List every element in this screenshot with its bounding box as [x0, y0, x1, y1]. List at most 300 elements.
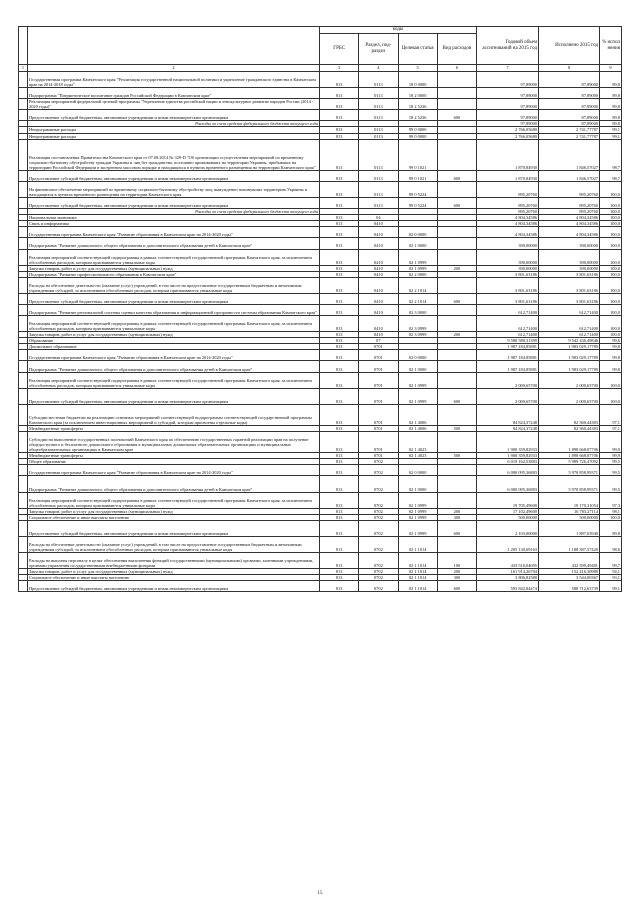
row-plan-amount: 9 580 580,31399 — [477, 338, 539, 344]
header-blank-2 — [28, 27, 320, 65]
table-row — [19, 536, 622, 552]
row-executed-amount: 87,89000 — [539, 88, 600, 99]
row-expense-type — [437, 238, 476, 249]
table-row — [19, 277, 622, 293]
row-razdel: 0113 — [359, 110, 398, 121]
row-executed-amount: 432 599,49481 — [539, 553, 600, 569]
row-razdel: 0113 — [359, 198, 398, 209]
row-percent: 89,8 — [600, 99, 622, 110]
row-executed-amount: 2 741,77787 — [539, 127, 600, 133]
row-grbs: 813 — [320, 575, 359, 581]
row-executed-amount: 1 898 668,07706 — [539, 432, 600, 453]
table-row — [19, 432, 622, 453]
row-percent: 99,1 — [600, 127, 622, 133]
row-razdel: 0702 — [359, 476, 398, 492]
table-row — [19, 350, 622, 361]
row-blank-cell — [19, 249, 28, 265]
row-percent: 97,1 — [600, 426, 622, 432]
row-grbs: 813 — [320, 181, 359, 197]
row-expense-type: 600 — [437, 581, 476, 592]
row-grbs: 813 — [320, 581, 359, 592]
row-executed-amount: 1 846,57027 — [539, 170, 600, 181]
row-plan-amount: 161 914,26704 — [477, 569, 539, 575]
row-plan-amount: 97,89000 — [477, 110, 539, 121]
row-executed-amount: 87,89000 — [539, 121, 600, 127]
table-row — [19, 553, 622, 569]
column-number: 6 — [437, 65, 476, 72]
row-blank-cell — [19, 372, 28, 388]
row-executed-amount: 2 000,65700 — [539, 388, 600, 404]
row-plan-amount: 1 987 184,85881 — [477, 344, 539, 350]
row-grbs: 813 — [320, 553, 359, 569]
row-blank-cell — [19, 198, 28, 209]
header-pct: % испол нения — [600, 27, 622, 65]
row-executed-amount: 3 801,63186 — [539, 271, 600, 277]
row-grbs: 813 — [320, 372, 359, 388]
row-blank-cell — [19, 99, 28, 110]
row-blank-cell — [19, 432, 28, 453]
row-target-code: 18 0 0000 — [398, 72, 437, 88]
row-expense-type — [437, 350, 476, 361]
row-expense-type: 100 — [437, 553, 476, 569]
row-percent: 100,0 — [600, 265, 622, 271]
row-expense-type — [437, 99, 476, 110]
row-grbs: 813 — [320, 388, 359, 404]
row-razdel: 0702 — [359, 553, 398, 569]
row-expense-type — [437, 316, 476, 332]
row-description: Непрограммные расходы — [28, 127, 320, 133]
row-expense-type — [437, 139, 476, 170]
row-blank-cell — [19, 361, 28, 372]
row-razdel: 0113 — [359, 139, 398, 170]
row-percent: 98,7 — [600, 139, 622, 170]
row-plan-amount: 4 804,34586 — [477, 227, 539, 238]
row-description: Подпрограмма "Развитие региональной системы оценки качества образования и информационной прозрачности системы образования Камчатского края" — [28, 304, 320, 315]
row-expense-type: 600 — [437, 198, 476, 209]
row-percent: 89,8 — [600, 72, 622, 88]
row-target-code: 02 1 0999 — [398, 514, 437, 520]
row-percent: 100,0 — [600, 332, 622, 338]
table-row — [19, 227, 622, 238]
row-target-code: 02 3 0999 — [398, 316, 437, 332]
row-plan-amount: 4 804,34586 — [477, 221, 539, 227]
row-razdel: 0702 — [359, 520, 398, 536]
row-description: На финансовое обеспечение мероприятий по временному социально-бытовому обустройству лиц, вынужденно покинувших территорию Украины и находящихся в пунктах временного размещения на территории Камчатского края — [28, 181, 320, 197]
row-description: Предоставление субсидий бюджетным, автономным учреждениям и иным некоммерческим организациям — [28, 198, 320, 209]
row-percent: 100,0 — [600, 215, 622, 221]
row-description: Закупка товаров, работ и услуг для государственных (муниципальных) нужд — [28, 569, 320, 575]
table-row — [19, 181, 622, 197]
row-grbs: 813 — [320, 265, 359, 271]
row-executed-amount: 3 801,63186 — [539, 277, 600, 293]
row-description: Подпрограмма "Развитие дошкольного, общего образования и дополнительного образования детей в Камчатском крае" — [28, 476, 320, 492]
row-plan-amount: 3 801,63186 — [477, 277, 539, 293]
row-percent: 94,1 — [600, 569, 622, 575]
row-blank-cell — [19, 476, 28, 492]
row-percent: 100,0 — [600, 238, 622, 249]
row-razdel: 0410 — [359, 227, 398, 238]
row-executed-amount: 2 741,77787 — [539, 133, 600, 139]
row-target-code: 99 0 1021 — [398, 139, 437, 170]
row-target-code: 02 1 0999 — [398, 265, 437, 271]
row-executed-amount: 1 846,57027 — [539, 139, 600, 170]
row-plan-amount: 3 801,63186 — [477, 293, 539, 304]
row-percent: 99,1 — [600, 581, 622, 592]
row-plan-amount: 1 205 130,69163 — [477, 536, 539, 552]
row-percent: 93,1 — [600, 575, 622, 581]
row-plan-amount: 2 000,65700 — [477, 388, 539, 404]
row-percent: 99,6 — [600, 338, 622, 344]
column-number: 8 — [539, 65, 600, 72]
row-plan-amount: 2 103,00000 — [477, 520, 539, 536]
row-plan-amount: 4 804,34586 — [477, 215, 539, 221]
row-executed-amount: 3 801,63186 — [539, 293, 600, 304]
row-target-code: 99 0 1021 — [398, 170, 437, 181]
row-expense-type — [437, 227, 476, 238]
row-target-code: 02 1 4023 — [398, 453, 437, 459]
row-blank-cell — [19, 277, 28, 293]
row-executed-amount: 612,71400 — [539, 304, 600, 315]
row-blank-cell — [19, 536, 28, 552]
row-percent: 99,8 — [600, 361, 622, 372]
row-target-code: 02 3 0000 — [398, 304, 437, 315]
row-grbs: 813 — [320, 459, 359, 465]
row-description: Субсидии на выполнение государственных полномочий Камчатского края по обеспечению государственных гарантий реализации прав на получение общедоступного и бесплатного дошкольного образования в муниципальных дошкольных образовательных организациях и муниципальных общеобразовательных организациях в Камчатском крае — [28, 432, 320, 453]
row-target-code: 02 1 0999 — [398, 520, 437, 536]
table-row — [19, 372, 622, 388]
table-row — [19, 99, 622, 110]
table-row — [19, 316, 622, 332]
row-blank-cell — [19, 553, 28, 569]
row-percent: 97,1 — [600, 404, 622, 425]
row-razdel: 0702 — [359, 569, 398, 575]
row-plan-amount: 1 870,84930 — [477, 170, 539, 181]
row-grbs: 813 — [320, 277, 359, 293]
row-description: Предоставление субсидий бюджетным, автономным учреждениям и иным некоммерческим организациям — [28, 388, 320, 404]
table-row — [19, 404, 622, 425]
row-executed-amount: 82 360,44383 — [539, 404, 600, 425]
row-blank-cell — [19, 72, 28, 88]
row-description: Государственная программа Камчатского края "Развитие образования в Камчатском крае на 2014-2020 годы" — [28, 465, 320, 476]
row-executed-amount: 4 804,34586 — [539, 227, 600, 238]
row-description: Национальная экономика — [28, 215, 320, 221]
row-expense-type: 200 — [437, 265, 476, 271]
row-expense-type — [437, 181, 476, 197]
row-plan-amount: 97,89000 — [477, 88, 539, 99]
row-razdel: 0701 — [359, 344, 398, 350]
row-razdel: 0702 — [359, 459, 398, 465]
row-razdel: 0702 — [359, 465, 398, 476]
row-razdel: 0702 — [359, 575, 398, 581]
row-target-code: 02 1 4006 — [398, 426, 437, 432]
row-plan-amount: 97,89000 — [477, 72, 539, 88]
row-percent: 100,0 — [600, 198, 622, 209]
row-razdel: 0410 — [359, 277, 398, 293]
row-razdel: 0701 — [359, 350, 398, 361]
row-plan-amount: 3 801,63186 — [477, 271, 539, 277]
table-row — [19, 304, 622, 315]
row-blank-cell — [19, 465, 28, 476]
row-percent: 99,9 — [600, 453, 622, 459]
row-executed-amount: 87,89000 — [539, 110, 600, 121]
row-razdel: 0113 — [359, 88, 398, 99]
row-target-code: 99 0 5224 — [398, 198, 437, 209]
row-executed-amount: 1 983 029,17789 — [539, 361, 600, 372]
row-blank-cell — [19, 238, 28, 249]
row-description: Реализация мероприятий соответствующей подпрограммы в рамках соответствующей государственной программы Камчатского края, за исключением обособленных расходов, которым присваиваются уникальные коды — [28, 492, 320, 508]
table-row — [19, 198, 622, 209]
row-blank-cell — [19, 227, 28, 238]
row-executed-amount: 5 989 726,47092 — [539, 459, 600, 465]
row-expense-type — [437, 249, 476, 265]
row-razdel: 0113 — [359, 72, 398, 88]
row-grbs: 813 — [320, 508, 359, 514]
row-description: Дошкольное образование — [28, 344, 320, 350]
table-row — [19, 492, 622, 508]
row-target-code: 02 1 0999 — [398, 249, 437, 265]
table-row — [19, 388, 622, 404]
row-executed-amount: 2 000,65700 — [539, 372, 600, 388]
row-blank-cell — [19, 293, 28, 304]
row-percent: 89,8 — [600, 110, 622, 121]
row-blank-cell — [19, 388, 28, 404]
row-plan-amount: 2 766,05680 — [477, 127, 539, 133]
row-plan-amount: 1 900 359,82933 — [477, 432, 539, 453]
row-razdel: 0113 — [359, 99, 398, 110]
table-row — [19, 293, 622, 304]
row-plan-amount: 1 870,84930 — [477, 139, 539, 170]
table-row — [19, 139, 622, 170]
row-grbs: 813 — [320, 88, 359, 99]
row-razdel: 0701 — [359, 372, 398, 388]
row-percent: 100,0 — [600, 221, 622, 227]
column-number: 2 — [28, 65, 320, 72]
row-target-code: 02 2 1014 — [398, 293, 437, 304]
table-row — [19, 72, 622, 88]
page-number: 15 — [317, 891, 323, 896]
row-percent: 99,5 — [600, 465, 622, 476]
row-target-code: 02 2 0000 — [398, 271, 437, 277]
row-target-code: 02 1 4023 — [398, 432, 437, 453]
row-grbs: 813 — [320, 304, 359, 315]
row-target-code: 99 0 5224 — [398, 181, 437, 197]
row-percent: 89,8 — [600, 121, 622, 127]
row-plan-amount: 84 824,37248 — [477, 426, 539, 432]
row-grbs: 813 — [320, 492, 359, 508]
row-percent: 89,8 — [600, 88, 622, 99]
row-executed-amount: 390,00000 — [539, 238, 600, 249]
row-razdel: 0410 — [359, 221, 398, 227]
table-row — [19, 170, 622, 181]
row-percent: 99,5 — [600, 476, 622, 492]
row-description: Предоставление субсидий бюджетным, автономным учреждениям и иным некоммерческим организациям — [28, 110, 320, 121]
row-grbs: 813 — [320, 361, 359, 372]
row-grbs: 813 — [320, 127, 359, 133]
row-grbs: 813 — [320, 520, 359, 536]
row-grbs: 813 — [320, 426, 359, 432]
row-executed-amount: 895,20760 — [539, 209, 600, 215]
row-expense-type — [437, 277, 476, 293]
row-plan-amount: 19 705,49600 — [477, 492, 539, 508]
row-percent: 98,7 — [600, 170, 622, 181]
row-plan-amount: 390,00000 — [477, 238, 539, 249]
row-grbs: 813 — [320, 476, 359, 492]
row-grbs: 813 — [320, 221, 359, 227]
row-expense-type: 300 — [437, 514, 476, 520]
header-vid: Вид расходов — [437, 34, 476, 65]
row-expense-type: 600 — [437, 388, 476, 404]
row-description: Расходы на выплаты персоналу в целях обеспечения выполнения функций государственными (муниципальными) органами, казенными учреждениями, органами управления государственными внебюджетными фондами — [28, 553, 320, 569]
row-expense-type — [437, 465, 476, 476]
row-blank-cell — [19, 88, 28, 99]
row-percent: 100,0 — [600, 249, 622, 265]
row-razdel: 0410 — [359, 271, 398, 277]
row-expense-type: 600 — [437, 520, 476, 536]
row-target-code: 02 0 0000 — [398, 350, 437, 361]
row-description: Предоставление субсидий бюджетным, автономным учреждениям и иным некоммерческим организациям — [28, 520, 320, 536]
row-description: Межбюджетные трансферты — [28, 453, 320, 459]
row-plan-amount: 500,00000 — [477, 514, 539, 520]
row-razdel: 0702 — [359, 492, 398, 508]
row-executed-amount: 390,00000 — [539, 265, 600, 271]
row-expense-type — [437, 88, 476, 99]
row-percent: 99,9 — [600, 432, 622, 453]
row-executed-amount: 588 712,63739 — [539, 581, 600, 592]
row-description: Предоставление субсидий бюджетным, автономным учреждениям и иным некоммерческим организациям — [28, 170, 320, 181]
row-percent: 100,0 — [600, 181, 622, 197]
row-grbs: 813 — [320, 293, 359, 304]
row-percent: 89,8 — [600, 520, 622, 536]
row-expense-type — [437, 361, 476, 372]
row-executed-amount: 3 544,00367 — [539, 575, 600, 581]
row-executed-amount: 4 804,34586 — [539, 215, 600, 221]
row-grbs: 813 — [320, 404, 359, 425]
row-description: Реализация мероприятий соответствующей подпрограммы в рамках соответствующей государственной программы Камчатского края, за исключением обособленных расходов, которым присваиваются уникальные коды — [28, 249, 320, 265]
row-percent: 100,0 — [600, 227, 622, 238]
row-plan-amount: 895,20760 — [477, 198, 539, 209]
row-expense-type: 600 — [437, 110, 476, 121]
row-razdel: 0701 — [359, 388, 398, 404]
row-plan-amount: 612,71400 — [477, 304, 539, 315]
row-blank-cell — [19, 492, 28, 508]
row-razdel: 0113 — [359, 133, 398, 139]
row-description: Реализация мероприятий федеральной целевой программы "Укрепление единства российской нации и этнокультурное развитие народов России (2014 - 2020 годы)" — [28, 99, 320, 110]
row-plan-amount: 433 510,04695 — [477, 553, 539, 569]
row-grbs: 813 — [320, 215, 359, 221]
row-percent: 99,7 — [600, 553, 622, 569]
row-target-code: 02 3 0999 — [398, 332, 437, 338]
row-grbs: 813 — [320, 344, 359, 350]
row-plan-amount: 97,89000 — [477, 121, 539, 127]
row-grbs: 813 — [320, 514, 359, 520]
row-description: Подпрограмма "Развитие профессионального образования в Камчатском крае" — [28, 271, 320, 277]
row-expense-type: 600 — [437, 293, 476, 304]
row-target-code: 02 1 1014 — [398, 575, 437, 581]
row-executed-amount: 1 983 029,17789 — [539, 344, 600, 350]
row-executed-amount: 500,00000 — [539, 514, 600, 520]
row-percent: 100,0 — [600, 209, 622, 215]
row-plan-amount: 1 987 184,85881 — [477, 350, 539, 361]
row-razdel: 0410 — [359, 293, 398, 304]
row-plan-amount: 17 102,49600 — [477, 508, 539, 514]
row-blank-cell — [19, 581, 28, 592]
row-target-code: 18 2 0000 — [398, 88, 437, 99]
row-razdel: 0410 — [359, 332, 398, 338]
row-blank-cell — [19, 404, 28, 425]
row-expense-type — [437, 304, 476, 315]
row-razdel: 0113 — [359, 170, 398, 181]
row-executed-amount: 87,89000 — [539, 72, 600, 88]
row-target-code: 02 1 1014 — [398, 569, 437, 575]
row-description: Подпрограмма "Развитие дошкольного, общего образования и дополнительного образования детей в Камчатском крае" — [28, 238, 320, 249]
row-plan-amount: 612,71400 — [477, 316, 539, 332]
row-executed-amount: 5 970 858,99371 — [539, 465, 600, 476]
row-razdel: 0702 — [359, 508, 398, 514]
row-description: Межбюджетные трансферты — [28, 426, 320, 432]
row-executed-amount: 612,71400 — [539, 316, 600, 332]
row-target-code: 02 1 0000 — [398, 238, 437, 249]
row-executed-amount: 19 170,31054 — [539, 492, 600, 508]
row-expense-type — [437, 476, 476, 492]
row-expense-type — [437, 432, 476, 453]
row-description: Предоставление субсидий бюджетным, автономным учреждениям и иным некоммерческим организациям — [28, 293, 320, 304]
row-grbs: 813 — [320, 99, 359, 110]
row-percent: 99,5 — [600, 459, 622, 465]
row-plan-amount: 1 987 184,85881 — [477, 361, 539, 372]
row-grbs: 813 — [320, 139, 359, 170]
row-target-code: 02 1 0999 — [398, 508, 437, 514]
row-percent: 99,1 — [600, 133, 622, 139]
row-executed-amount: 612,71400 — [539, 332, 600, 338]
row-executed-amount: 5 970 858,99371 — [539, 476, 600, 492]
row-target-code: 18 2 5236 — [398, 110, 437, 121]
row-executed-amount: 82 360,44383 — [539, 426, 600, 432]
row-grbs: 813 — [320, 198, 359, 209]
column-number: 3 — [320, 65, 359, 72]
header-exec: Исполнено 2015 год — [539, 27, 600, 65]
row-description: Закупка товаров, работ и услуг для государственных (муниципальных) нужд — [28, 508, 320, 514]
row-expense-type: 200 — [437, 569, 476, 575]
row-percent: 98,6 — [600, 536, 622, 552]
row-grbs: 813 — [320, 536, 359, 552]
row-target-code: 02 0 0000 — [398, 227, 437, 238]
row-grbs: 813 — [320, 350, 359, 361]
row-grbs: 813 — [320, 338, 359, 344]
row-target-code: 02 1 1014 — [398, 536, 437, 552]
row-razdel: 0410 — [359, 316, 398, 332]
table-row — [19, 520, 622, 536]
row-plan-amount: 390,00000 — [477, 265, 539, 271]
row-expense-type — [437, 492, 476, 508]
row-description: Подпрограмма "Патриотическое воспитание граждан Российской Федерации в Камчатском крае" — [28, 88, 320, 99]
row-target-code: 02 1 4006 — [398, 404, 437, 425]
row-plan-amount: 612,71400 — [477, 332, 539, 338]
row-executed-amount: 390,00000 — [539, 249, 600, 265]
table-row — [19, 465, 622, 476]
header-target: Целевая статья — [398, 34, 437, 65]
row-percent: 100,0 — [600, 316, 622, 332]
header-plan: Годовой объем ассигнований на 2015 год — [477, 27, 539, 65]
row-razdel: 0410 — [359, 249, 398, 265]
row-percent: 99,8 — [600, 344, 622, 350]
row-description: Субсидии местным бюджетам на реализацию основных мероприятий соответствующей подпрограммы соответствующей государственной программы Камчатского края (за исключением инвестиционных мероприятий и субсидий, которым присвоены отдельные коды) — [28, 404, 320, 425]
row-plan-amount: 6 000 095,36883 — [477, 476, 539, 492]
row-blank-cell — [19, 181, 28, 197]
column-number: 4 — [359, 65, 398, 72]
row-plan-amount: 97,89000 — [477, 99, 539, 110]
row-executed-amount: 1 188 387,57420 — [539, 536, 600, 552]
row-razdel: 0410 — [359, 304, 398, 315]
